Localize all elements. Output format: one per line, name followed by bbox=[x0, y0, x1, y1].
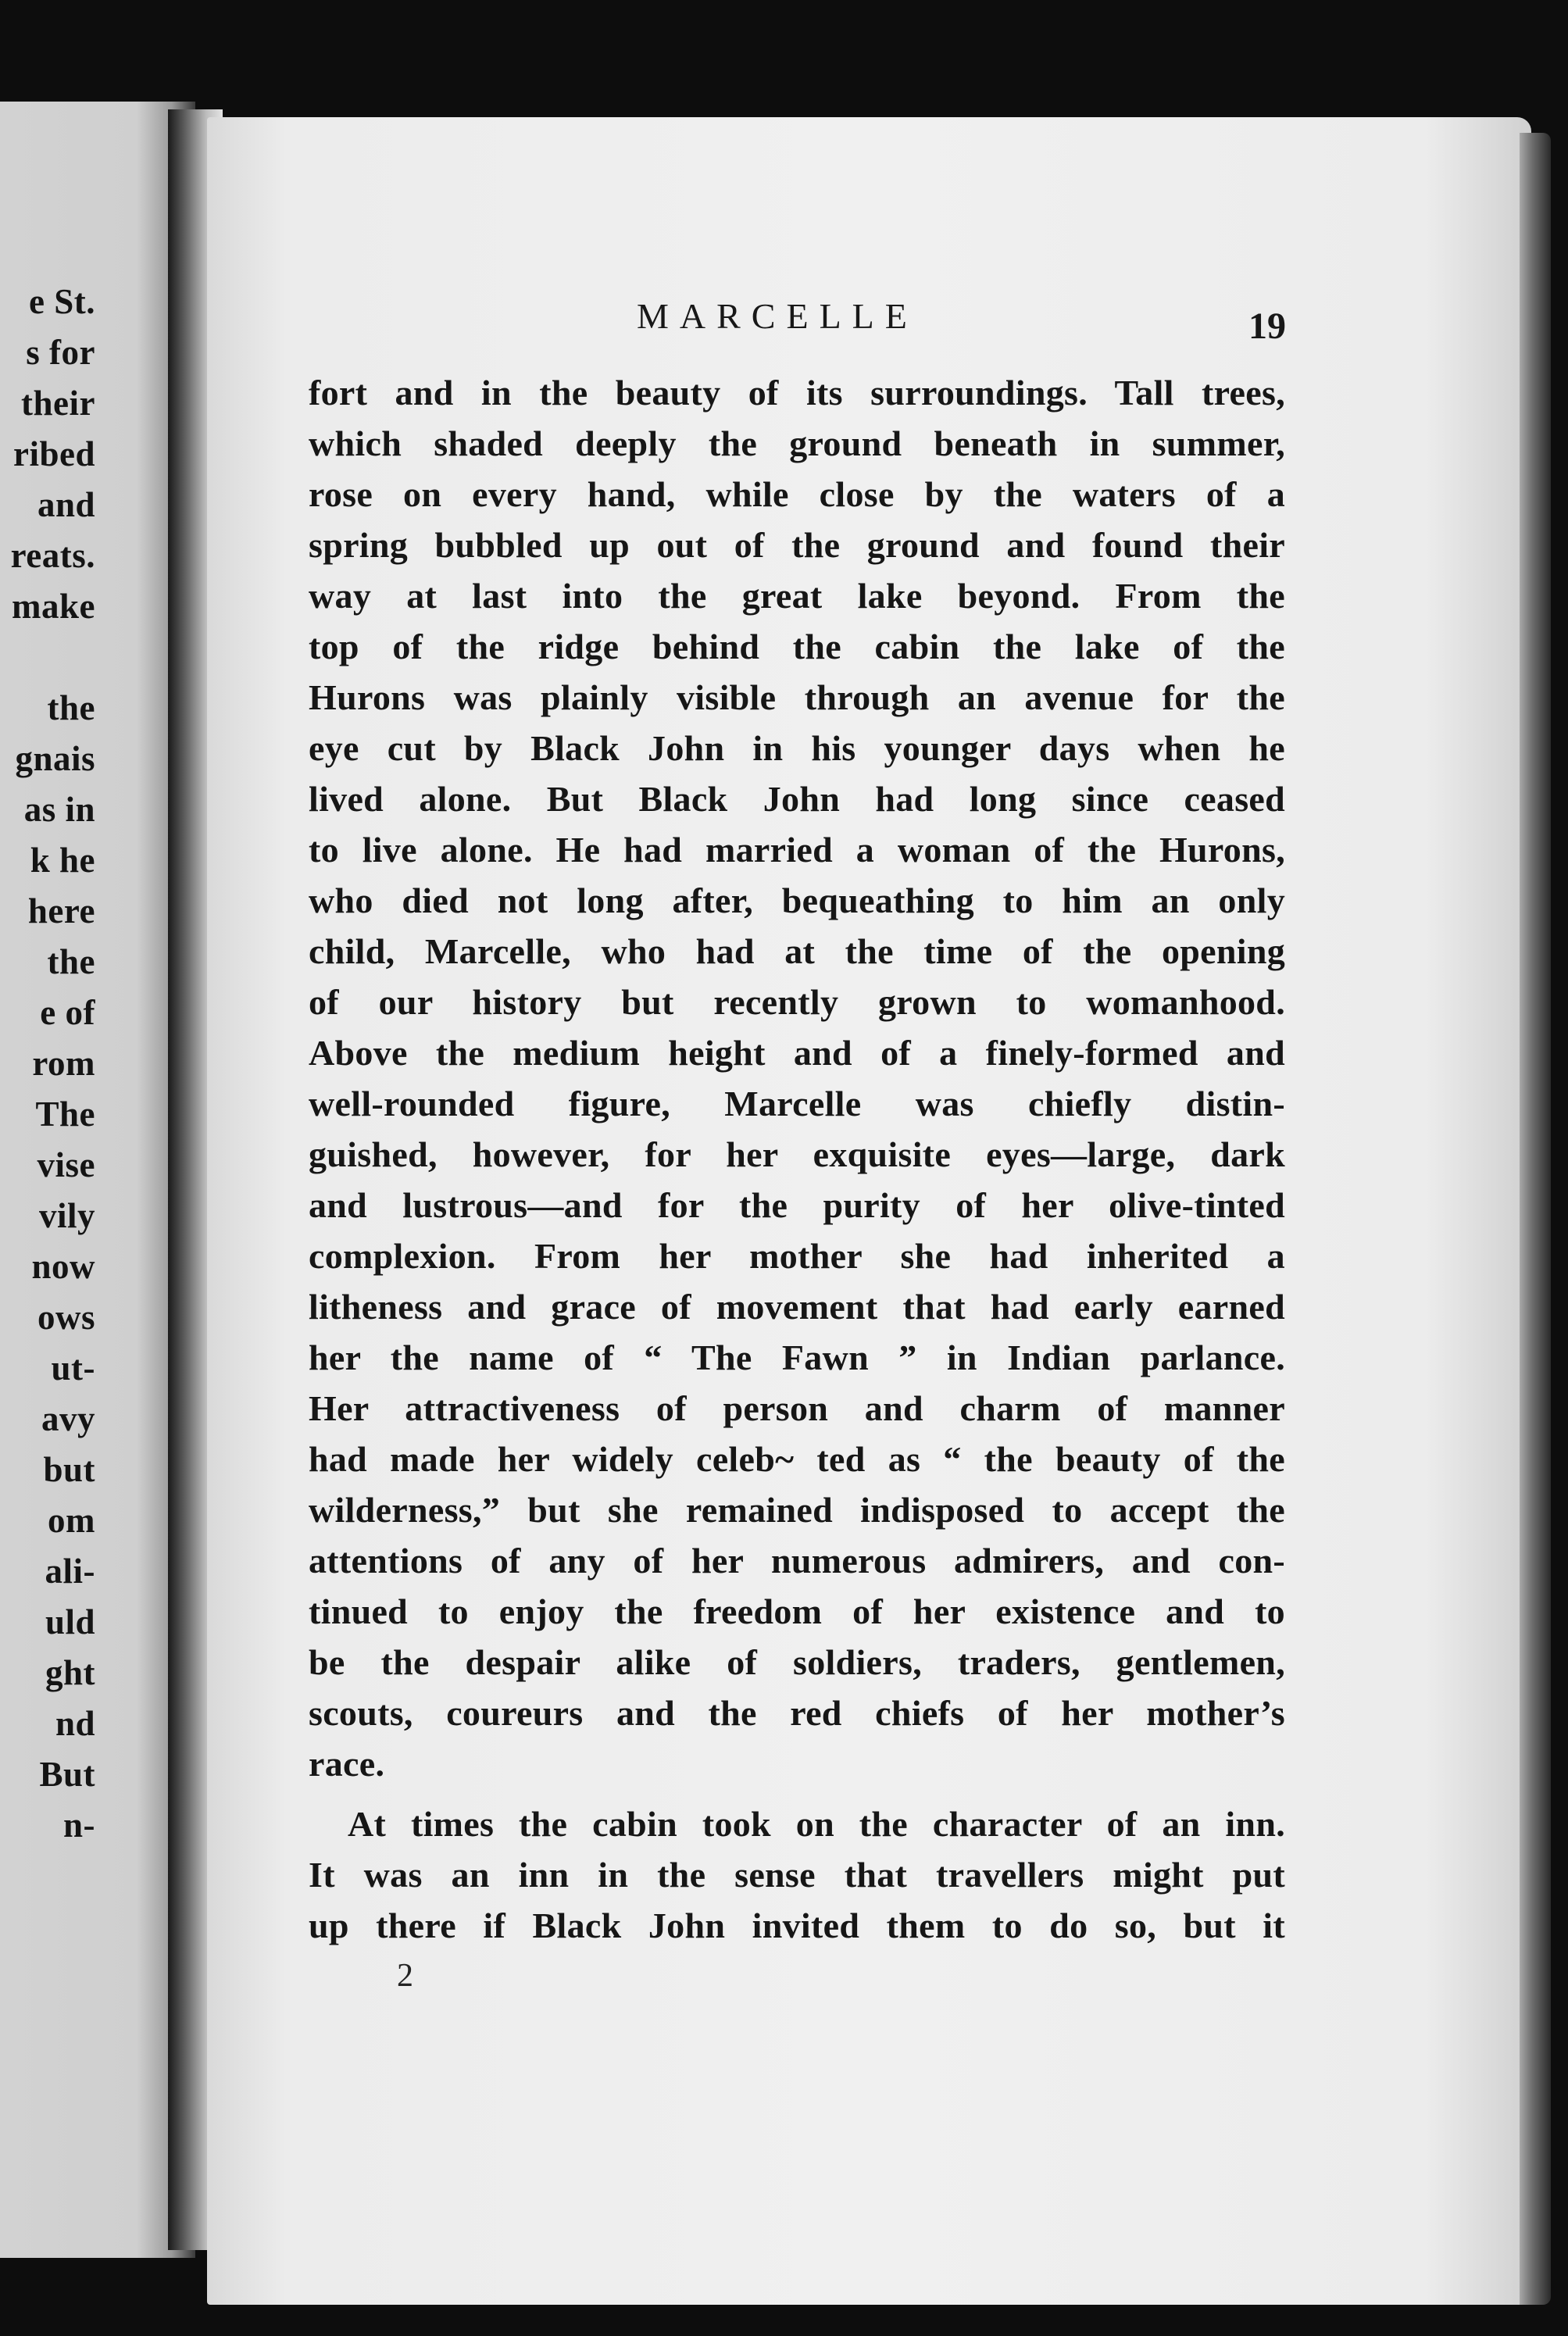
left-page-line: the bbox=[47, 688, 95, 727]
left-page-line: gnais bbox=[15, 739, 95, 778]
text-line: It was an inn in the sense that travellers might put bbox=[309, 1855, 1285, 1895]
left-page bbox=[0, 102, 195, 2258]
text-line: be the despair alike of soldiers, traders, gentlemen, bbox=[309, 1642, 1285, 1682]
left-page-line: rom bbox=[32, 1044, 95, 1083]
text-line: race. bbox=[309, 1744, 385, 1784]
left-page-line: But bbox=[39, 1755, 95, 1794]
text-line: way at last into the great lake beyond. From the bbox=[309, 576, 1285, 616]
text-line: lived alone. But Black John had long since ceased bbox=[309, 779, 1285, 819]
text-line: well-rounded figure, Marcelle was chiefly distin- bbox=[309, 1084, 1285, 1123]
text-line: up there if Black John invited them to do so, but it bbox=[309, 1906, 1285, 1945]
body-text bbox=[309, 367, 1285, 1951]
paragraph-gap bbox=[309, 1789, 1285, 1798]
text-line: her the name of “ The Fawn ” in Indian parlance. bbox=[309, 1338, 1285, 1377]
text-line: of our history but recently grown to womanhood. bbox=[309, 982, 1285, 1022]
left-page-line: ght bbox=[45, 1653, 95, 1692]
text-line: child, Marcelle, who had at the time of the opening bbox=[309, 931, 1285, 971]
text-line: who died not long after, bequeathing to him an only bbox=[309, 880, 1285, 920]
left-page-line: uld bbox=[45, 1602, 95, 1641]
text-line: Above the medium height and of a finely-formed and bbox=[309, 1033, 1285, 1073]
left-page-line: e of bbox=[40, 993, 95, 1032]
page-edge bbox=[1520, 133, 1551, 2305]
text-line: rose on every hand, while close by the waters of a bbox=[309, 474, 1285, 514]
left-page-line: ribed bbox=[13, 434, 95, 473]
signature-mark: 2 bbox=[397, 1958, 413, 1994]
left-page-line: as in bbox=[23, 790, 95, 829]
text-line: top of the ridge behind the cabin the lake of the bbox=[309, 627, 1285, 666]
text-line: and lustrous—and for the purity of her olive-tinted bbox=[309, 1185, 1285, 1225]
left-page-line: their bbox=[21, 384, 95, 423]
left-page-line: e St. bbox=[29, 282, 95, 321]
left-page-line: make bbox=[12, 587, 95, 626]
left-page-line: but bbox=[43, 1450, 95, 1489]
left-page-line: k he bbox=[30, 841, 95, 880]
left-page-line: ali- bbox=[45, 1552, 95, 1591]
left-page-line: the bbox=[47, 942, 95, 981]
text-line: wilderness,” but she remained indisposed to accept the bbox=[309, 1490, 1285, 1530]
left-page-line: The bbox=[35, 1095, 95, 1134]
text-line: attentions of any of her numerous admirers, and con- bbox=[309, 1541, 1285, 1581]
left-page-line: here bbox=[27, 891, 95, 930]
left-page-line: s for bbox=[26, 333, 95, 372]
left-page-line: nd bbox=[55, 1704, 95, 1743]
text-line: Hurons was plainly visible through an avenue for the bbox=[309, 677, 1285, 717]
text-line: fort and in the beauty of its surroundings. Tall trees, bbox=[309, 373, 1285, 413]
left-page-line: and bbox=[37, 485, 95, 524]
left-page-line: vise bbox=[37, 1145, 95, 1184]
text-line: tinued to enjoy the freedom of her existence and to bbox=[309, 1591, 1285, 1631]
text-line: which shaded deeply the ground beneath in summer, bbox=[309, 423, 1285, 463]
left-page-line: avy bbox=[41, 1399, 95, 1438]
text-line: spring bubbled up out of the ground and found their bbox=[309, 525, 1285, 565]
text-line: to live alone. He had married a woman of the Hurons, bbox=[309, 830, 1285, 870]
page-number: 19 bbox=[1248, 305, 1286, 347]
left-page-line: ut- bbox=[51, 1348, 95, 1388]
text-line: scouts, coureurs and the red chiefs of her mother’s bbox=[309, 1693, 1285, 1733]
left-page-line: vily bbox=[38, 1196, 95, 1235]
text-line: complexion. From her mother she had inherited a bbox=[309, 1236, 1285, 1276]
left-page-line: reats. bbox=[10, 536, 95, 575]
text-line: had made her widely celeb~ ted as “ the beauty of the bbox=[309, 1439, 1285, 1479]
text-line: eye cut by Black John in his younger days when he bbox=[309, 728, 1285, 768]
left-page-line: om bbox=[48, 1501, 95, 1540]
left-page-line: n- bbox=[63, 1806, 95, 1845]
running-title: MARCELLE bbox=[637, 296, 918, 336]
text-line: litheness and grace of movement that had early earned bbox=[309, 1287, 1285, 1327]
text-line: Her attractiveness of person and charm of manner bbox=[309, 1388, 1285, 1428]
text-line: At times the cabin took on the character of an inn. bbox=[348, 1804, 1285, 1844]
left-page-line: now bbox=[31, 1247, 95, 1286]
left-page-line: ows bbox=[37, 1298, 95, 1337]
text-line: guished, however, for her exquisite eyes—large, dark bbox=[309, 1134, 1285, 1174]
